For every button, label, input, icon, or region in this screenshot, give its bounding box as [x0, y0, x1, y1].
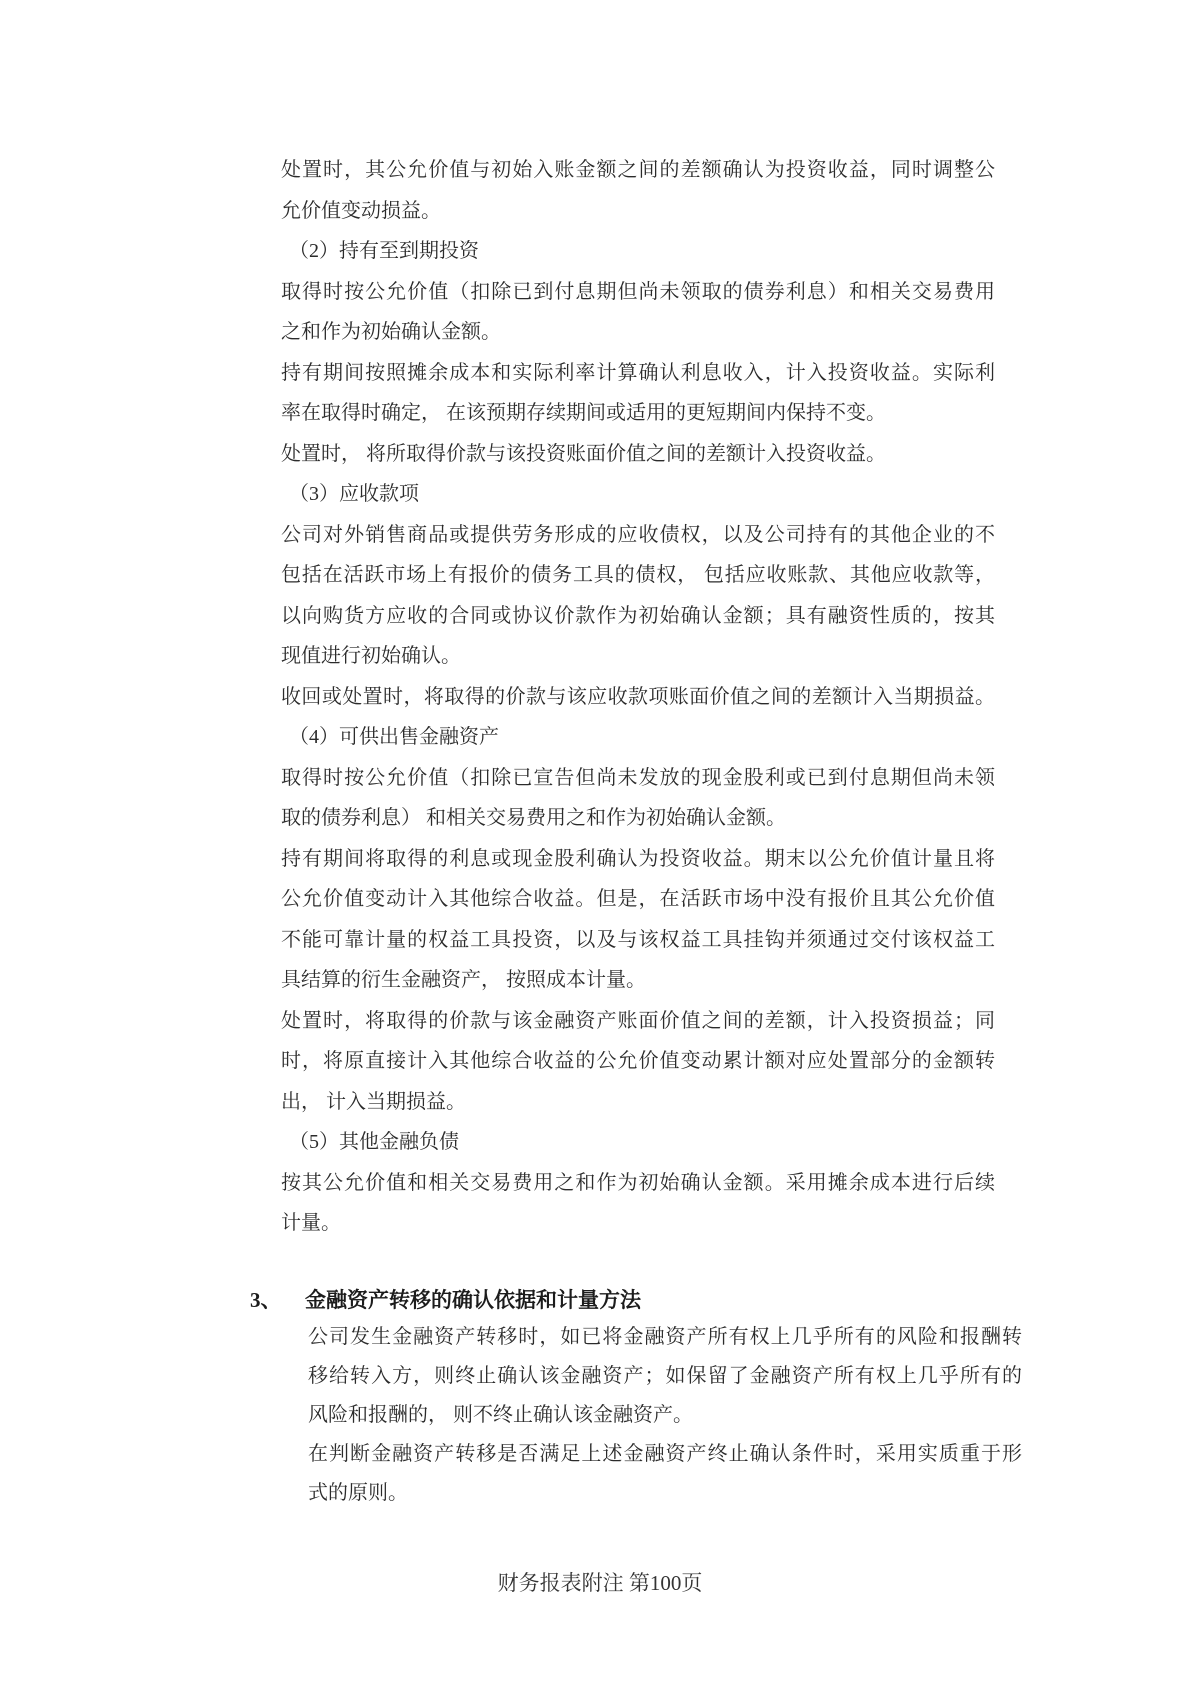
subitem-heading: （5）其他金融负债: [289, 1131, 459, 1153]
text-line: 公司对外销售商品或提供劳务形成的应收债权，以及公司持有的其他企业的不: [281, 523, 995, 546]
text-line: 取的债券利息） 和相关交易费用之和作为初始确认金额。: [281, 807, 786, 829]
text-line: 取得时按公允价值（扣除已宣告但尚未发放的现金股利或已到付息期但尚未领: [281, 766, 995, 789]
text-line: 处置时， 将所取得价款与该投资账面价值之间的差额计入投资收益。: [281, 442, 886, 465]
text-line: 允价值变动损益。: [281, 199, 441, 222]
subitem-heading: （4）可供出售金融资产: [289, 726, 499, 748]
text-line: 包括在活跃市场上有报价的债务工具的债权， 包括应收账款、其他应收款等，: [281, 564, 995, 586]
text-line: 之和作为初始确认金额。: [281, 321, 501, 343]
text-line: 风险和报酬的， 则不终止确认该金融资产。: [308, 1404, 693, 1426]
text-line: 具结算的衍生金融资产， 按照成本计量。: [281, 969, 646, 991]
text-line: 按其公允价值和相关交易费用之和作为初始确认金额。采用摊余成本进行后续: [281, 1171, 995, 1194]
text-line: 以向购货方应收的合同或协议价款作为初始确认金额；具有融资性质的，按其: [281, 604, 995, 627]
text-line: 时，将原直接计入其他综合收益的公允价值变动累计额对应处置部分的金额转: [281, 1050, 995, 1072]
text-line: 持有期间将取得的利息或现金股利确认为投资收益。期末以公允价值计量且将: [281, 847, 995, 870]
text-line: 公司发生金融资产转移时，如已将金融资产所有权上几乎所有的风险和报酬转: [308, 1326, 1022, 1348]
subitem-heading: （2）持有至到期投资: [289, 240, 479, 262]
text-line: 出， 计入当期损益。: [281, 1090, 466, 1113]
page-footer: 财务报表附注 第100页: [497, 1571, 703, 1595]
text-line: 在判断金融资产转移是否满足上述金融资产终止确认条件时，采用实质重于形: [308, 1443, 1022, 1465]
section-title: 金融资产转移的确认依据和计量方法: [305, 1288, 641, 1312]
text-line: 不能可靠计量的权益工具投资，以及与该权益工具挂钩并须通过交付该权益工: [281, 928, 995, 951]
text-line: 持有期间按照摊余成本和实际利率计算确认利息收入，计入投资收益。实际利: [281, 361, 995, 384]
text-line: 移给转入方，则终止确认该金融资产；如保留了金融资产所有权上几乎所有的: [308, 1365, 1022, 1387]
section-financial-asset-transfer: [308, 1318, 1022, 1513]
text-line: 现值进行初始确认。: [281, 645, 461, 667]
text-line: 取得时按公允价值（扣除已到付息期但尚未领取的债券利息）和相关交易费用: [281, 280, 995, 303]
text-line: 公允价值变动计入其他综合收益。但是，在活跃市场中没有报价且其公允价值: [281, 888, 995, 910]
text-line: 式的原则。: [308, 1482, 408, 1504]
text-line: 处置时，其公允价值与初始入账金额之间的差额确认为投资收益，同时调整公: [281, 159, 995, 181]
subitem-heading: （3）应收款项: [289, 483, 419, 505]
section-financial-assets-measurement: [281, 150, 995, 1244]
text-line: 处置时，将取得的价款与该金融资产账面价值之间的差额，计入投资损益；同: [281, 1009, 995, 1032]
text-line: 收回或处置时，将取得的价款与该应收款项账面价值之间的差额计入当期损益。: [281, 685, 995, 708]
section-3-heading: [250, 1281, 641, 1319]
text-line: 计量。: [281, 1212, 341, 1234]
text-line: 率在取得时确定， 在该预期存续期间或适用的更短期间内保持不变。: [281, 402, 886, 424]
section-number: 3、: [250, 1288, 282, 1312]
